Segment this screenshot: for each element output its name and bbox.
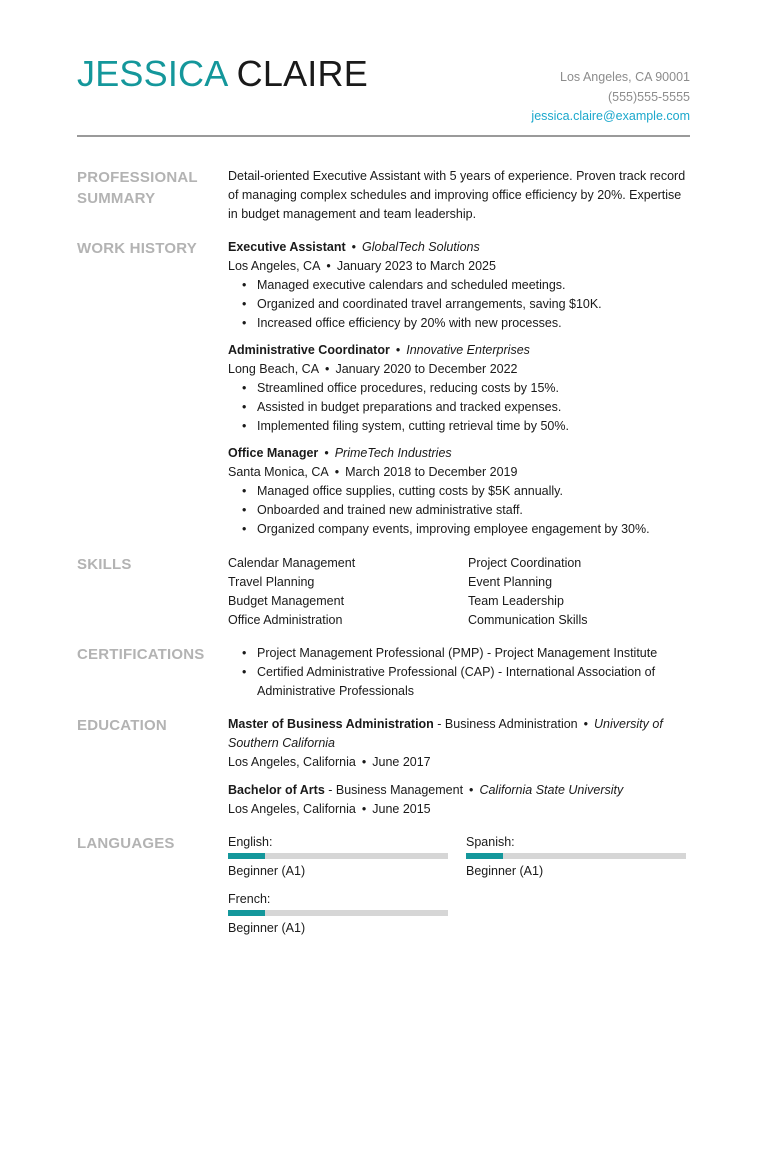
summary-text: Detail-oriented Executive Assistant with 5 years of experience. Proven track record of managing complex schedules and improving office efficiency by 20%. Expertise in budget management and team leadership. (228, 169, 686, 221)
job-bullet: • Implemented filing system, cutting retrieval time by 50%. (257, 417, 690, 436)
education-location: Los Angeles, California (228, 755, 356, 769)
skills-heading: SKILLS (77, 556, 132, 573)
language-level: Beginner (A1) (228, 864, 306, 878)
education-entry (228, 781, 690, 819)
summary-heading-line2: SUMMARY (77, 190, 156, 207)
separator-dot: • (324, 446, 329, 460)
work-history-heading: WORK HISTORY (77, 240, 197, 257)
job-dates: January 2020 to December 2022 (335, 362, 518, 376)
education-header (228, 715, 690, 753)
separator-dot: • (334, 465, 340, 479)
certifications-list (228, 644, 690, 701)
proficiency-bar (228, 853, 448, 859)
skill-item: Budget Management (228, 594, 345, 608)
education-heading: EDUCATION (77, 717, 167, 734)
language-level: Beginner (A1) (466, 864, 544, 878)
languages-heading: LANGUAGES (77, 835, 175, 852)
summary-heading-line1: PROFESSIONAL (77, 169, 198, 186)
phone: (555)555-5555 (607, 89, 690, 104)
job-meta (228, 257, 690, 276)
education-list (228, 715, 690, 828)
proficiency-bar-fill (228, 853, 265, 859)
job-company: Innovative Enterprises (406, 343, 530, 357)
candidate-name (77, 52, 368, 96)
job-company: GlobalTech Solutions (362, 240, 480, 254)
separator-dot: • (395, 343, 401, 357)
first-name: JESSICA (77, 53, 227, 94)
job-entry (228, 444, 690, 539)
separator-dot: • (325, 362, 330, 376)
job-title: Administrative Coordinator (228, 343, 390, 357)
job-header (228, 341, 690, 360)
education-location: Los Angeles, California (228, 802, 356, 816)
school: University of Southern California (228, 717, 663, 750)
proficiency-bar (466, 853, 686, 859)
skill-item: Project Coordination (468, 556, 582, 570)
job-bullet: • Organized and coordinated travel arrangements, saving $10K. (257, 295, 690, 314)
job-header (228, 444, 690, 463)
job-meta (228, 360, 690, 379)
job-location: Los Angeles, CA (228, 259, 321, 273)
job-bullet: • Onboarded and trained new administrative staff. (257, 501, 690, 520)
job-title: Office Manager (228, 446, 319, 460)
job-bullets (228, 276, 690, 333)
separator-dot: • (361, 802, 367, 816)
job-dates: January 2023 to March 2025 (336, 259, 496, 273)
job-header (228, 238, 690, 257)
certification-item: • Certified Administrative Professional (CAP) - International Association of Administrative Professionals (257, 663, 690, 701)
separator-dot: • (351, 240, 357, 254)
education-entry (228, 715, 690, 772)
job-bullet: • Streamlined office procedures, reducing costs by 15%. (257, 379, 690, 398)
language-item (466, 833, 688, 881)
language-name: Spanish: (466, 835, 515, 849)
job-title: Executive Assistant (228, 240, 346, 254)
email-link[interactable]: jessica.claire@example.com (531, 109, 690, 123)
separator-dot: • (469, 783, 474, 797)
job-company: PrimeTech Industries (334, 446, 452, 460)
field-of-study: - Business Management (324, 783, 464, 797)
language-item (228, 833, 466, 881)
proficiency-bar-fill (466, 853, 503, 859)
degree: Master of Business Administration (228, 717, 434, 731)
languages-list (228, 833, 690, 938)
field-of-study: - Business Administration (433, 717, 578, 731)
language-name: French: (228, 892, 271, 906)
education-meta (228, 753, 690, 772)
job-location: Santa Monica, CA (228, 465, 329, 479)
skill-item: Team Leadership (468, 594, 564, 608)
header-divider (77, 135, 690, 137)
education-date: June 2015 (372, 802, 431, 816)
proficiency-bar (228, 910, 448, 916)
skill-item: Communication Skills (468, 613, 588, 627)
education-header (228, 781, 690, 800)
certification-item: • Project Management Professional (PMP) - Project Management Institute (257, 644, 690, 663)
job-entry (228, 238, 690, 333)
work-history-list (228, 238, 690, 547)
job-bullets (228, 482, 690, 539)
skill-item: Travel Planning (228, 575, 315, 589)
separator-dot: • (326, 259, 331, 273)
skill-item: Calendar Management (228, 556, 356, 570)
skill-item: Event Planning (468, 575, 553, 589)
summary-heading (77, 167, 207, 209)
address: Los Angeles, CA 90001 (560, 70, 690, 84)
job-bullet: • Assisted in budget preparations and tracked expenses. (257, 398, 690, 417)
job-bullet: • Increased office efficiency by 20% with new processes. (257, 314, 690, 333)
education-meta (228, 800, 690, 819)
language-item (228, 890, 466, 938)
separator-dot: • (361, 755, 367, 769)
language-name: English: (228, 835, 273, 849)
resume-header (77, 52, 690, 134)
job-entry (228, 341, 690, 436)
job-bullets (228, 379, 690, 436)
certification-bullets (228, 644, 690, 701)
job-bullet: • Organized company events, improving employee engagement by 30%. (257, 520, 690, 539)
skill-item: Office Administration (228, 613, 343, 627)
job-dates: March 2018 to December 2019 (345, 465, 518, 479)
job-bullet: • Managed office supplies, cutting costs by $5K annually. (257, 482, 690, 501)
job-bullet: • Managed executive calendars and scheduled meetings. (257, 276, 690, 295)
contact-info (531, 68, 690, 127)
language-level: Beginner (A1) (228, 921, 306, 935)
skills-list (228, 554, 690, 630)
school: California State University (479, 783, 624, 797)
certifications-heading: CERTIFICATIONS (77, 646, 205, 663)
job-meta (228, 463, 690, 482)
job-location: Long Beach, CA (228, 362, 320, 376)
proficiency-bar-fill (228, 910, 265, 916)
last-name: CLAIRE (236, 53, 368, 94)
education-date: June 2017 (372, 755, 431, 769)
degree: Bachelor of Arts (228, 783, 325, 797)
separator-dot: • (583, 717, 589, 731)
